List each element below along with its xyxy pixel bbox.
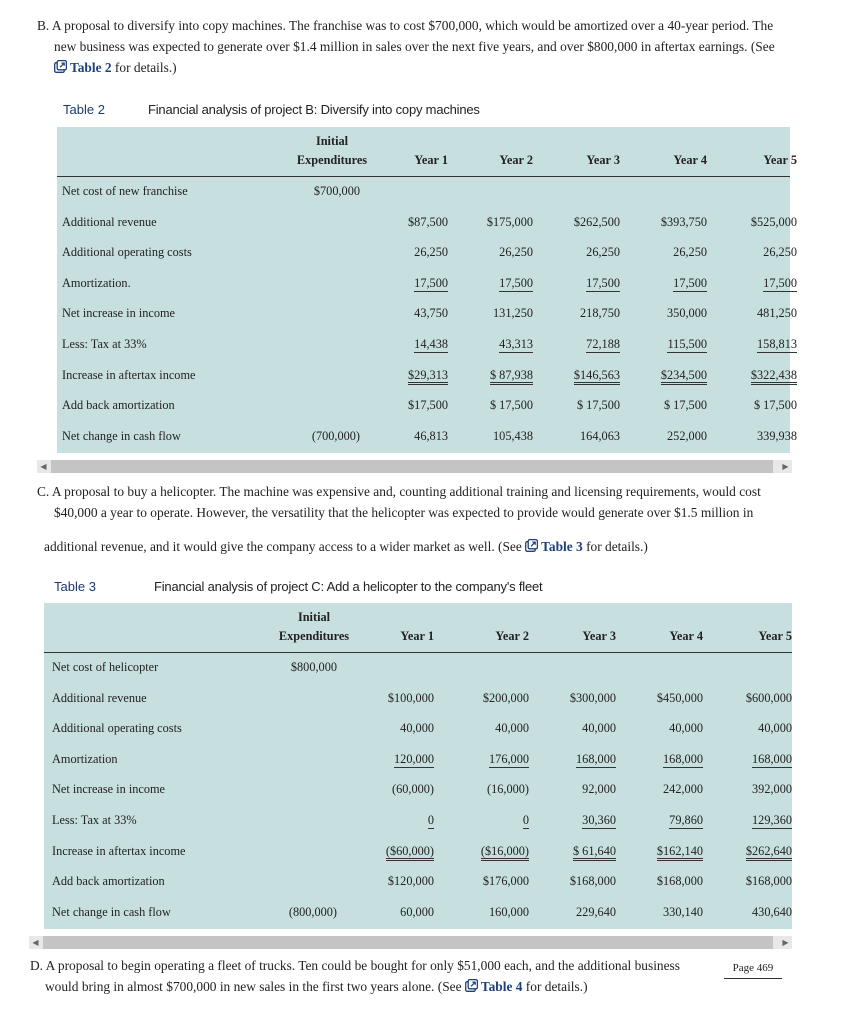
cell-value: 129,360 (752, 813, 792, 827)
header-initial: Initial (297, 610, 331, 624)
table-cell: $168,000 (656, 874, 703, 889)
table-cell (707, 337, 797, 352)
table-cell (613, 752, 703, 767)
cell-value: $262,640 (746, 844, 792, 861)
paragraph-c-line3: additional revenue, and it would give the company access to a wider market as well. (See (44, 539, 522, 554)
cell-value: 176,000 (489, 751, 529, 766)
table-cell: 60,000 (400, 904, 434, 919)
table-cell (530, 337, 620, 352)
cell-value: ($16,000) (481, 844, 529, 861)
table-cell: $ 17,500 (576, 398, 620, 413)
cell-value: 14,438 (414, 337, 448, 351)
row-label: Net cost of new franchise (62, 184, 188, 198)
header-expenditures: Expenditures (296, 153, 368, 167)
table-cell: $100,000 (387, 690, 434, 705)
scroll-right-arrow-icon[interactable]: ▶ (782, 462, 789, 471)
header-year-5: Year 5 (758, 629, 792, 643)
table-2-horizontal-scrollbar[interactable] (37, 460, 792, 473)
row-label: Add back amortization (52, 874, 165, 889)
table-cell: $200,000 (482, 690, 529, 705)
table-3-link[interactable]: Table 3 (525, 539, 583, 554)
external-link-icon (465, 979, 478, 992)
table-cell: 229,640 (576, 904, 616, 919)
external-link-icon (54, 60, 67, 73)
table-cell: (16,000) (486, 782, 529, 797)
paragraph-b-line1: B. A proposal to diversify into copy machines. The franchise was to cost $700,000, which would be amortized over a 40-year period. The (37, 18, 774, 33)
table-cell: 40,000 (400, 721, 434, 736)
table-cell (439, 752, 529, 767)
cell-value: $146,563 (574, 368, 620, 385)
table-cell (707, 368, 797, 383)
cell-initial: $800,000 (290, 660, 337, 674)
table-cell: $600,000 (745, 690, 792, 705)
cell-value: 168,000 (752, 751, 792, 766)
table-cell (443, 368, 533, 383)
table-cell (344, 752, 434, 767)
cell-value: $322,438 (751, 368, 797, 385)
table-cell: $300,000 (569, 690, 616, 705)
table-cell: 242,000 (663, 782, 703, 797)
cell-value: 17,500 (414, 275, 448, 290)
header-year-2: Year 2 (495, 629, 529, 643)
table-cell: 26,250 (673, 245, 707, 260)
table-cell: $ 17,500 (489, 398, 533, 413)
table-cell: 218,750 (580, 306, 620, 321)
row-label: Additional operating costs (62, 245, 192, 260)
table-cell: 26,250 (763, 245, 797, 260)
table-cell: 430,640 (752, 904, 792, 919)
table-cell: 481,250 (757, 306, 797, 321)
table-3-label: Table 3 (54, 579, 96, 594)
paragraph-b: B. A proposal to diversify into copy machines. The franchise was to cost $700,000, which would be amortized over a 40-year period. The new business was expected to generate over $1.4 million in sales over the next five years, and over $800,000 in aftertax earnings. (See Table 2 for details.) (37, 15, 837, 78)
table-cell: 26,250 (499, 245, 533, 260)
header-initial: Initial (315, 134, 349, 148)
header-divider (57, 176, 790, 177)
table-cell (702, 844, 792, 859)
paragraph-c-line2: $40,000 a year to operate. However, the versatility that the helicopter was expected to provide would generate over $1.5 million in (54, 505, 754, 520)
table-cell (439, 813, 529, 828)
table-cell: 40,000 (495, 721, 529, 736)
cell-value: 120,000 (394, 751, 434, 766)
row-label: Less: Tax at 33% (52, 813, 137, 827)
cell-value: 17,500 (499, 275, 533, 290)
table-cell (526, 752, 616, 767)
table-cell: $175,000 (486, 214, 533, 229)
cell-value: 168,000 (663, 751, 703, 766)
table-cell (358, 368, 448, 383)
table-3-caption (54, 579, 794, 599)
table-cell: $168,000 (745, 874, 792, 889)
table-cell: $525,000 (750, 214, 797, 229)
table-2-label: Table 2 (63, 102, 105, 117)
cell-value: 0 (427, 813, 434, 827)
table-4-link[interactable]: Table 4 (465, 979, 523, 994)
table-cell (617, 368, 707, 383)
table-cell: 160,000 (489, 904, 529, 919)
table-cell: $168,000 (569, 874, 616, 889)
table-cell: $393,750 (660, 214, 707, 229)
paragraph-d-line2: would bring in almost $700,000 in new sales in the first two years alone. (See (45, 979, 462, 994)
header-expenditures: Expenditures (278, 629, 350, 643)
row-label: Increase in aftertax income (62, 367, 196, 382)
row-label: Less: Tax at 33% (62, 337, 147, 351)
cell-value: 158,813 (757, 337, 797, 351)
table-cell: 339,938 (757, 428, 797, 443)
table-cell: $450,000 (656, 690, 703, 705)
table-cell: 40,000 (758, 721, 792, 736)
table-cell: 26,250 (586, 245, 620, 260)
cell-value: 168,000 (576, 751, 616, 766)
row-label: Additional operating costs (52, 721, 182, 736)
table-cell: 105,438 (493, 428, 533, 443)
scroll-left-arrow-icon[interactable]: ◀ (32, 938, 39, 947)
table-cell (344, 813, 434, 828)
row-label: Net cost of helicopter (52, 660, 159, 674)
row-label: Amortization. (62, 275, 131, 290)
header-year-3: Year 3 (586, 153, 620, 167)
cell-value: $29,313 (408, 368, 448, 385)
header-year-4: Year 4 (673, 153, 707, 167)
table-2-title: Financial analysis of project B: Diversify into copy machines (148, 102, 480, 117)
cell-value: 43,313 (499, 337, 533, 351)
table-cell (439, 844, 529, 859)
row-label: Net increase in income (52, 782, 166, 797)
cell-value: 17,500 (586, 275, 620, 290)
cell-value: 30,360 (582, 813, 616, 827)
table-3-horizontal-scrollbar[interactable] (29, 936, 792, 949)
row-label: Amortization (52, 751, 118, 766)
table-cell (443, 337, 533, 352)
paragraph-c-line1: C. A proposal to buy a helicopter. The machine was expensive and, counting additional training and licensing requirements, would cost (37, 484, 761, 499)
table-cell (707, 276, 797, 291)
table-cell: $ 17,500 (753, 398, 797, 413)
cell-value: $162,140 (657, 844, 703, 861)
table-cell (526, 813, 616, 828)
table-cell: 350,000 (667, 306, 707, 321)
cell-value: 72,188 (586, 337, 620, 351)
table-cell: $120,000 (387, 874, 434, 889)
scroll-left-arrow-icon[interactable]: ◀ (40, 462, 47, 471)
row-label: Net change in cash flow (52, 904, 171, 919)
header-year-5: Year 5 (763, 153, 797, 167)
row-label: Increase in aftertax income (52, 843, 186, 858)
header-year-2: Year 2 (499, 153, 533, 167)
table-cell: $17,500 (408, 398, 448, 413)
paragraph-c: C. A proposal to buy a helicopter. The machine was expensive and, counting additional training and licensing requirements, would cost $40,000 a year to operate. However, the versatility that the helicopter was expected to provide would generate over $1.5 million in additional revenue, and it would give the company access to a wider market as well. (See Table 3 for details.) (37, 481, 837, 557)
header-year-3: Year 3 (582, 629, 616, 643)
table-cell (617, 337, 707, 352)
cell-value: ($60,000) (386, 844, 434, 861)
table-cell: 330,140 (663, 904, 703, 919)
table-cell: $262,500 (573, 214, 620, 229)
cell-value: 17,500 (763, 275, 797, 290)
cell-value: $ 87,938 (490, 368, 533, 385)
table-cell (613, 844, 703, 859)
cell-initial: $700,000 (313, 184, 360, 198)
table-cell: 40,000 (582, 721, 616, 736)
table-cell (358, 276, 448, 291)
row-label: Additional revenue (62, 214, 157, 229)
header-year-4: Year 4 (669, 629, 703, 643)
table-2-link[interactable]: Table 2 (54, 60, 112, 75)
table-3 (44, 603, 792, 929)
header-divider (44, 652, 792, 653)
table-cell (702, 752, 792, 767)
cell-value: 0 (522, 813, 529, 827)
table-cell (530, 368, 620, 383)
table-2 (57, 127, 797, 453)
table-cell (617, 276, 707, 291)
cell-value: $234,500 (661, 368, 707, 385)
table-2-caption (63, 102, 803, 122)
table-cell: $ 17,500 (663, 398, 707, 413)
table-cell (344, 844, 434, 859)
table-cell: $176,000 (482, 874, 529, 889)
paragraph-d-line1: D. A proposal to begin operating a fleet of trucks. Ten could be bought for only $51,000 each, and the additional business (30, 958, 680, 973)
table-cell (526, 844, 616, 859)
table-cell: 26,250 (414, 245, 448, 260)
table-cell: $87,500 (408, 214, 448, 229)
scrollbar-thumb[interactable] (51, 460, 773, 473)
table-cell: 131,250 (493, 306, 533, 321)
cell-value: 79,860 (669, 813, 703, 827)
row-label: Add back amortization (62, 398, 175, 413)
table-cell (702, 813, 792, 828)
table-cell: 92,000 (582, 782, 616, 797)
table-cell: 46,813 (414, 428, 448, 443)
table-cell (613, 813, 703, 828)
table-cell: 40,000 (669, 721, 703, 736)
paragraph-b-line2: new business was expected to generate over $1.4 million in sales over the next five years, and over $800,000 in aftertax earnings. (See (54, 39, 775, 54)
row-label: Net increase in income (62, 306, 176, 321)
cell-initial: (800,000) (288, 904, 337, 919)
cell-value: 17,500 (673, 275, 707, 290)
cell-value: 115,500 (667, 337, 707, 351)
row-label: Additional revenue (52, 690, 147, 705)
row-label: Net change in cash flow (62, 428, 181, 443)
header-year-1: Year 1 (400, 629, 434, 643)
table-cell: 252,000 (667, 428, 707, 443)
scroll-right-arrow-icon[interactable]: ▶ (782, 938, 789, 947)
table-cell (443, 276, 533, 291)
table-cell: 164,063 (580, 428, 620, 443)
external-link-icon (525, 539, 538, 552)
table-cell (530, 276, 620, 291)
table-cell: 392,000 (752, 782, 792, 797)
cell-initial: (700,000) (311, 428, 360, 443)
header-year-1: Year 1 (414, 153, 448, 167)
cell-value: $ 61,640 (573, 844, 616, 861)
scrollbar-thumb[interactable] (43, 936, 773, 949)
table-cell: (60,000) (391, 782, 434, 797)
table-cell (358, 337, 448, 352)
paragraph-d: D. A proposal to begin operating a fleet of trucks. Ten could be bought for only $51,000 each, and the additional business would bring in almost $700,000 in new sales in the first two years alone. (See Table 4 for details.) (30, 955, 730, 997)
table-cell: 43,750 (414, 306, 448, 321)
table-3-title: Financial analysis of project C: Add a helicopter to the company's fleet (154, 579, 543, 594)
page-number: Page 469 (724, 962, 782, 979)
